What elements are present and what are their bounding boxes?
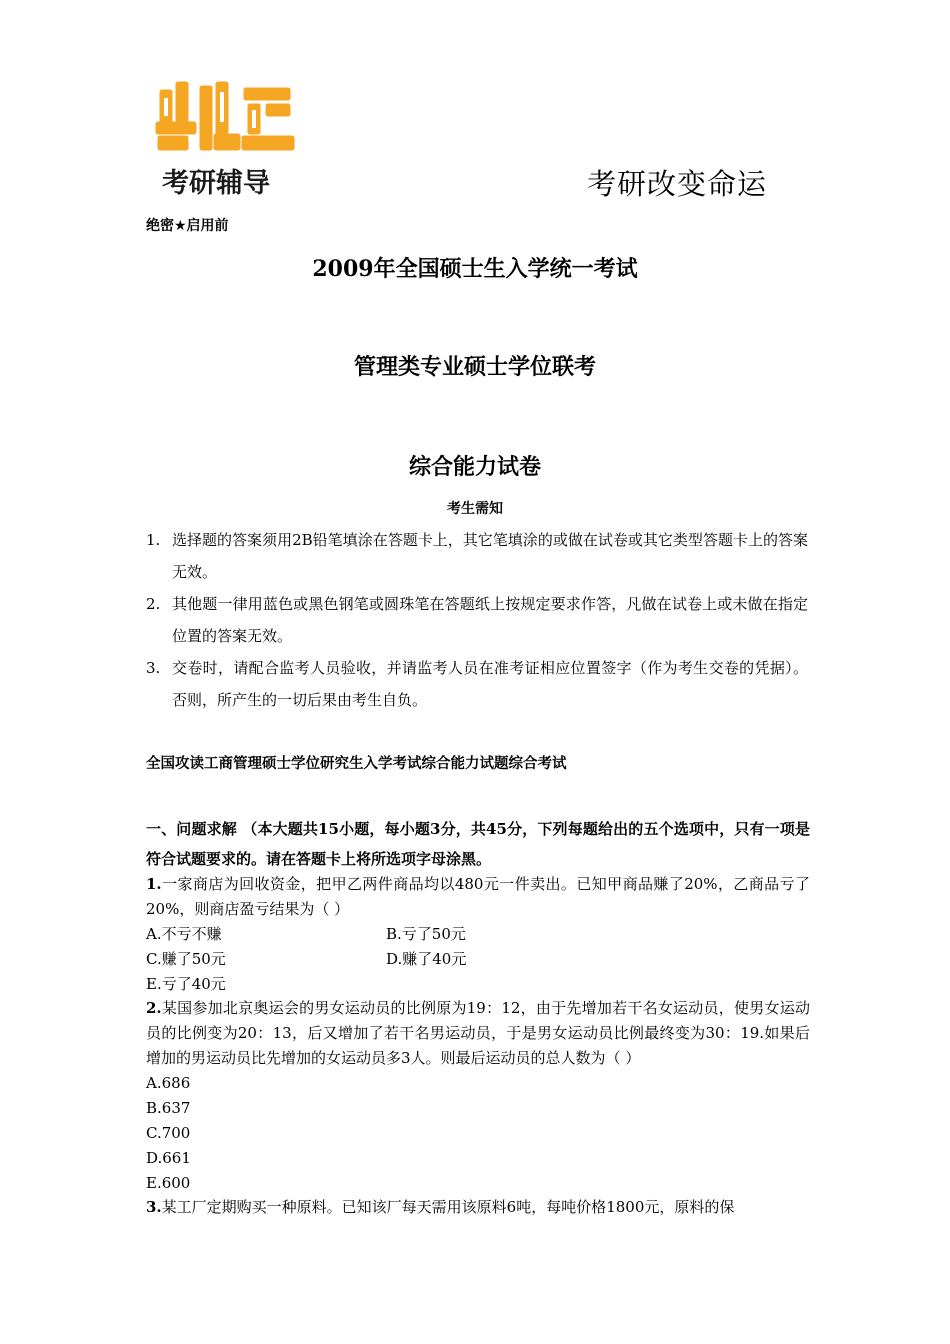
question-number: 2. [146,999,162,1017]
notice-item [146,524,808,588]
logo-subtitle: 考研辅导 [162,168,270,199]
option-b: B.637 [146,1099,191,1117]
kaicheng-logo [152,78,302,198]
notice-number: 2. [146,595,161,613]
question-number: 1. [146,875,162,893]
question-number: 3. [146,1198,162,1216]
option-d: D.661 [146,1149,191,1167]
option-e: E.亏了40元 [146,975,226,993]
notice-text: 其他题一律用蓝色或黑色钢笔或圆珠笔在答题纸上按规定要求作答，凡做在试卷上或未做在指定位置的答案无效。 [172,595,808,645]
notice-number: 3. [146,659,161,677]
confidential-mark: 绝密★启用前 [146,218,229,234]
exam-subtitle: 管理类专业硕士学位联考 [353,354,596,380]
question-3 [146,1195,810,1220]
part-one-instructions: 一、问题求解 （本大题共15小题，每小题3分，共45分，下列每题给出的五个选项中，只有一项是符合试题要求的。请在答题卡上将所选项字母涂黑。 [146,820,810,868]
notice-number: 1. [146,531,161,549]
option-d: D.赚了40元 [386,950,467,968]
exam-section-title: 全国攻读工商管理硕士学位研究生入学考试综合能力试题综合考试 [146,755,567,772]
notice-text: 交卷时，请配合监考人员验收，并请监考人员在准考证相应位置签字（作为考生交卷的凭据）。否则，所产生的一切后果由考生自负。 [172,659,808,709]
option-c: C.赚了50元 [146,950,226,968]
question-text: 一家商店为回收资金，把甲乙两件商品均以480元一件卖出。已知甲商品赚了20%，乙商品亏了20%，则商店盈亏结果为（ ） [146,875,810,918]
notice-text: 选择题的答案须用2B铅笔填涂在答题卡上，其它笔填涂的或做在试卷或其它类型答题卡上的答案无效。 [172,531,808,581]
question-1 [146,872,810,997]
option-c: C.700 [146,1124,191,1142]
option-e: E.600 [146,1174,191,1192]
question-text: 某工厂定期购买一种原料。已知该厂每天需用该原料6吨，每吨价格1800元，原料的保 [161,1198,735,1216]
notice-heading: 考生需知 [447,501,503,517]
slogan: 考研改变命运 [587,167,768,201]
paper-title: 综合能力试卷 [408,454,541,480]
question-2 [146,996,810,1196]
question-text: 某国参加北京奥运会的男女运动员的比例原为19：12，由于先增加若干名女运动员，使男女运动员的比例变为20：13，后又增加了若干名男运动员，于是男女运动员比例最终变为30：19.如果后增加的男运动员比先增加的女运动员多3人。则最后运动员的总人数为（ ） [146,999,810,1067]
option-a: A.不亏不赚 [146,925,222,943]
option-b: B.亏了50元 [386,925,466,943]
notice-item [146,588,808,652]
option-a: A.686 [146,1074,191,1092]
exam-main-title: 2009年全国硕士生入学统一考试 [312,256,638,282]
notice-item [146,652,808,716]
